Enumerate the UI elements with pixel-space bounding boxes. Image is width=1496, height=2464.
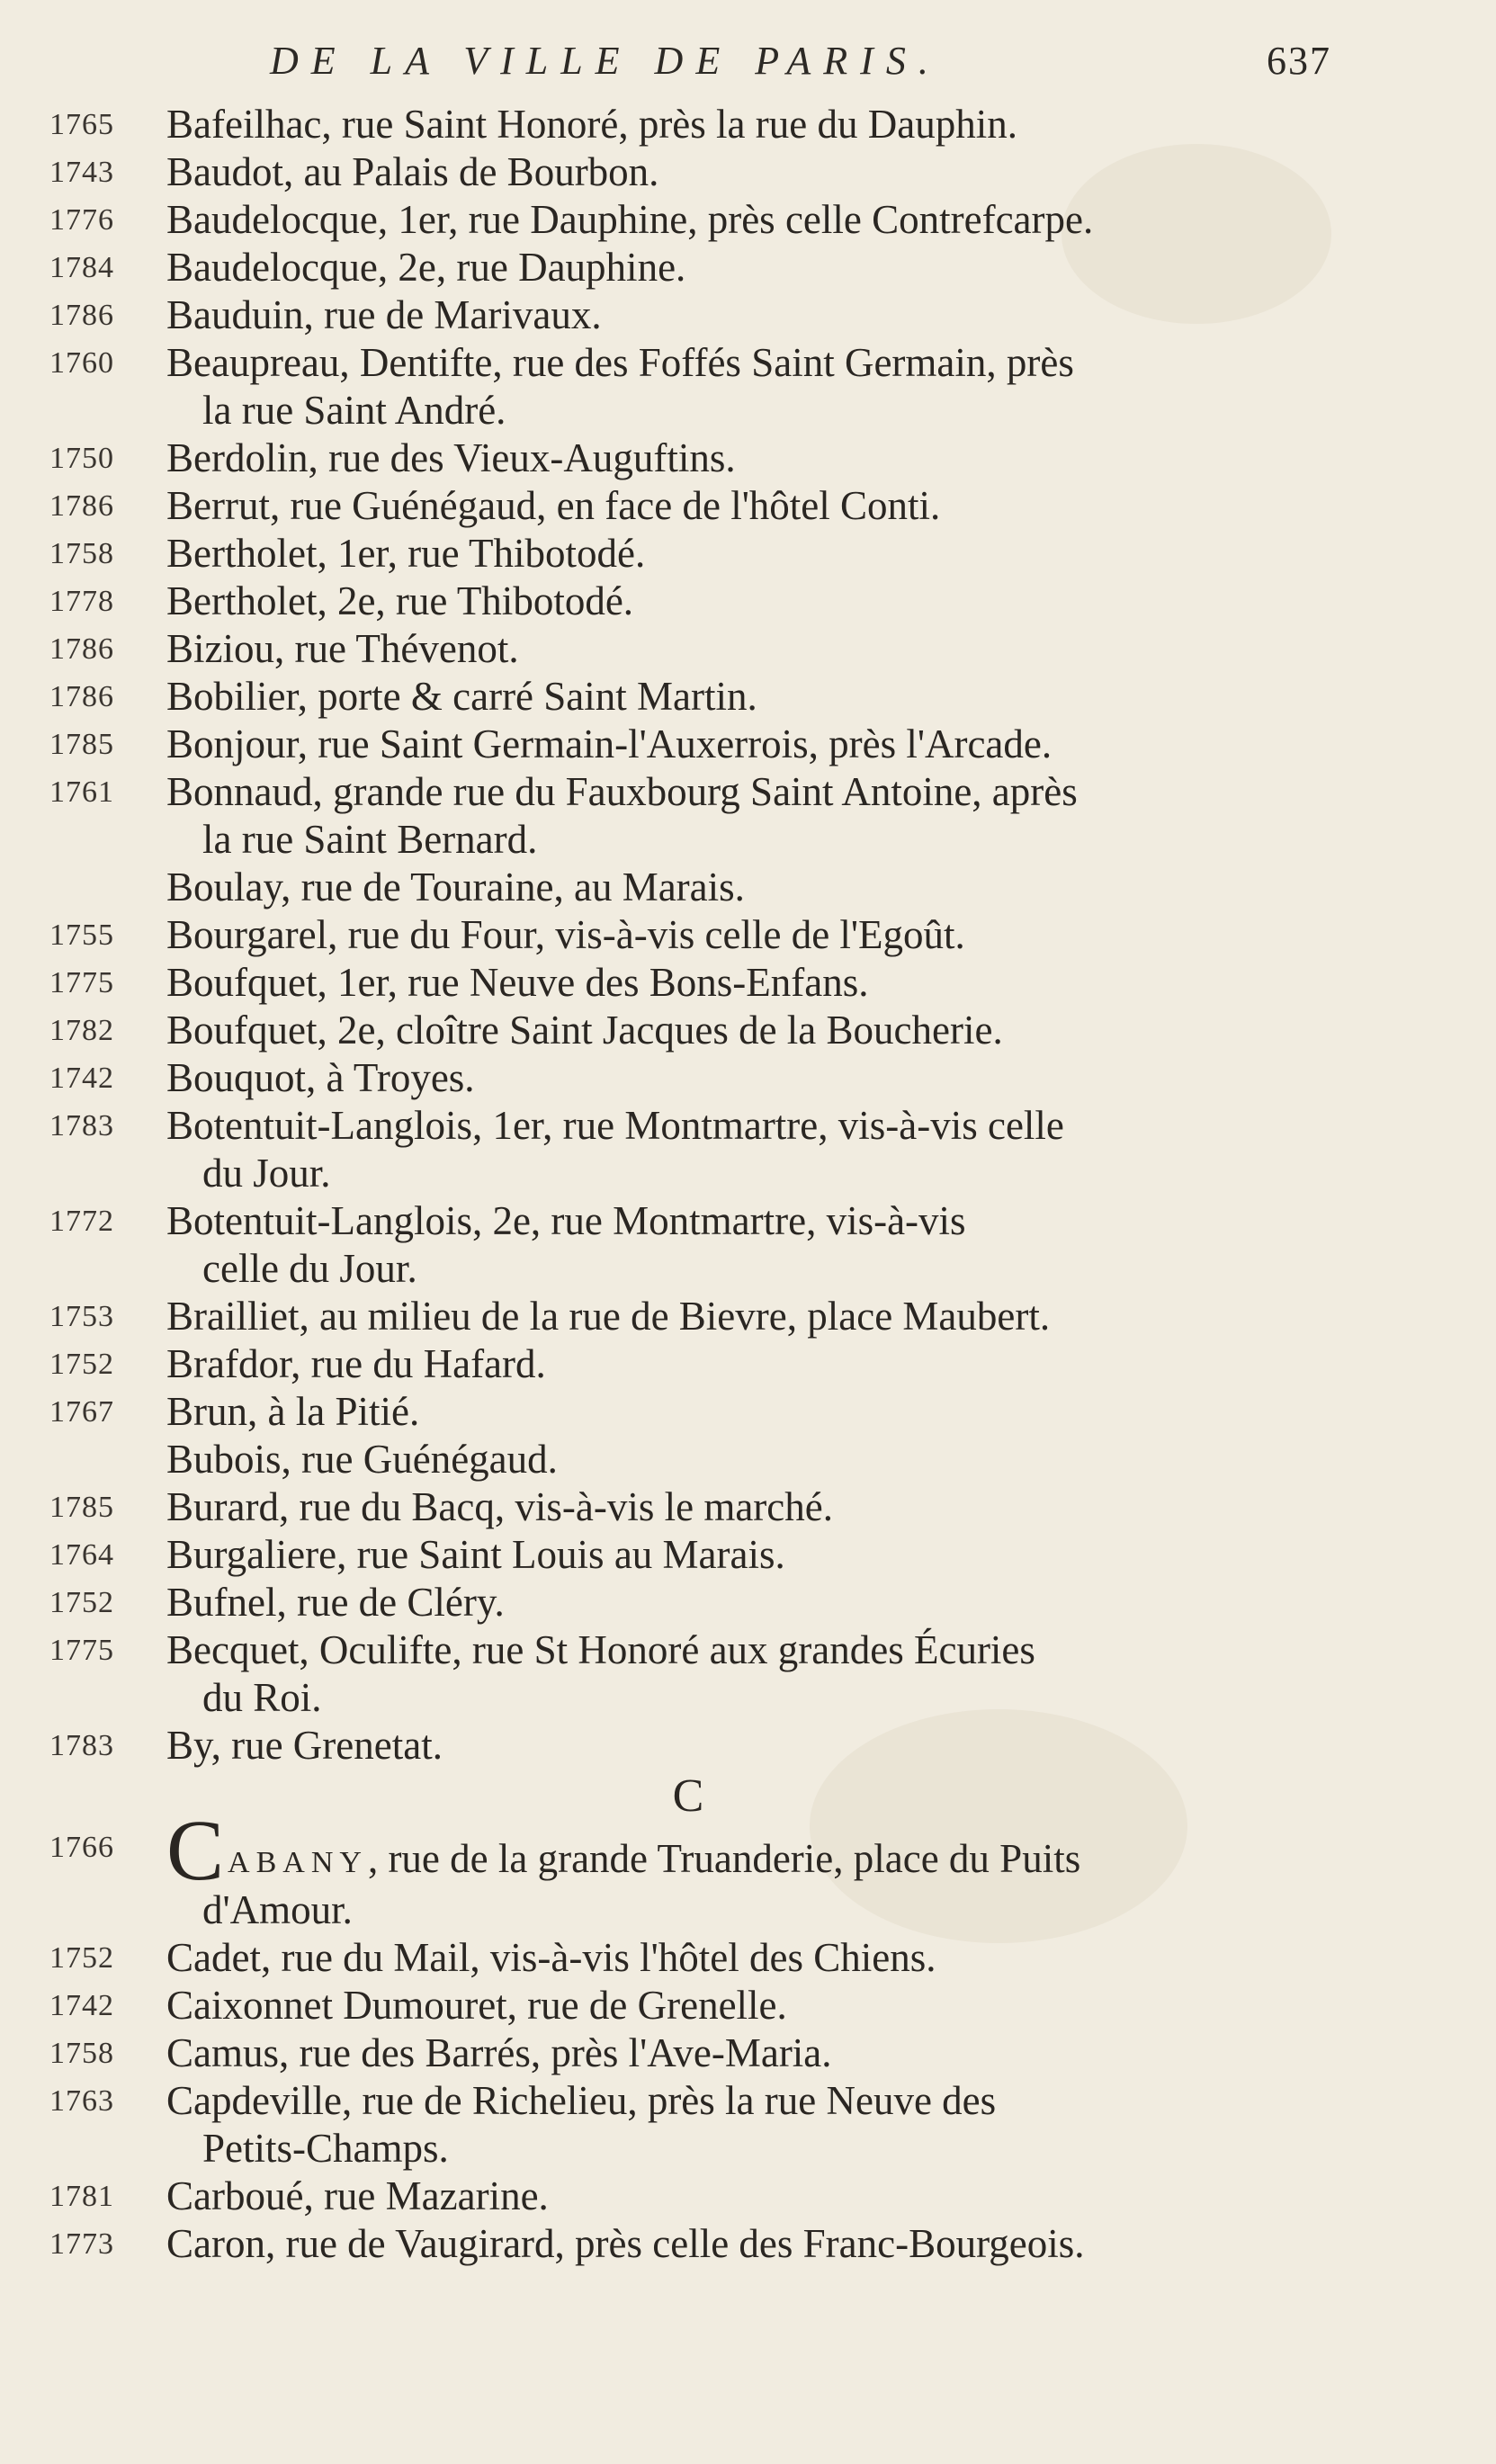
- entry-text: Burard, rue du Bacq, vis-à-vis le marché.: [166, 1484, 833, 1529]
- drop-capital: C: [166, 1802, 225, 1898]
- directory-entry: [49, 768, 1327, 864]
- directory-entry: [49, 1483, 1327, 1531]
- entry-year: 1743: [49, 156, 114, 189]
- entry-text: Boulay, rue de Touraine, au Marais.: [166, 865, 745, 909]
- directory-entry: [49, 1579, 1327, 1626]
- entry-year: 1775: [49, 1634, 114, 1667]
- entry-name-smallcaps: ABANY: [228, 1846, 368, 1879]
- directory-entry: [49, 1293, 1327, 1340]
- entry-year: 1750: [49, 442, 114, 475]
- directory-entry: [49, 2173, 1327, 2220]
- entry-text: Baudelocque, 1er, rue Dauphine, près celle Contrefcarpe.: [166, 197, 1094, 242]
- entry-year: 1776: [49, 203, 114, 237]
- entry-year: 1772: [49, 1205, 114, 1238]
- directory-entry: [49, 1007, 1327, 1054]
- entry-text: Botentuit-Langlois, 1er, rue Montmartre, vis-à-vis celle: [166, 1103, 1064, 1148]
- directory-entry: [49, 1626, 1327, 1722]
- entry-text: Caron, rue de Vaugirard, près celle des Franc-Bourgeois.: [166, 2221, 1085, 2266]
- entry-text: Bufnel, rue de Cléry.: [166, 1580, 505, 1625]
- entry-text: Brun, à la Pitié.: [166, 1389, 420, 1434]
- entry-text: Berrut, rue Guénégaud, en face de l'hôtel Conti.: [166, 483, 941, 528]
- directory-entry: [49, 1531, 1327, 1579]
- directory-entry: [49, 1054, 1327, 1102]
- entry-year: 1786: [49, 299, 114, 332]
- directory-entry: [49, 435, 1327, 482]
- entry-text: Beaupreau, Dentifte, rue des Foffés Saint Germain, près: [166, 340, 1074, 385]
- entry-text: Carboué, rue Mazarine.: [166, 2173, 549, 2218]
- entry-text: Brafdor, rue du Hafard.: [166, 1341, 546, 1386]
- directory-entry: [49, 291, 1327, 339]
- running-header: [270, 38, 1331, 101]
- entry-text: By, rue Grenetat.: [166, 1723, 443, 1768]
- entry-year: 1775: [49, 966, 114, 999]
- entry-year: 1786: [49, 680, 114, 713]
- entry-continuation: la rue Saint André.: [202, 388, 506, 433]
- entry-year: 1785: [49, 1491, 114, 1524]
- directory-list: [49, 101, 1327, 2268]
- directory-entry: [49, 959, 1327, 1007]
- entry-year: 1760: [49, 346, 114, 380]
- entry-continuation: Petits-Champs.: [202, 2126, 449, 2171]
- directory-entry: [49, 1436, 1327, 1483]
- entry-text: Bobilier, porte & carré Saint Martin.: [166, 674, 757, 719]
- entry-year: 1785: [49, 728, 114, 761]
- entry-year: 1773: [49, 2227, 114, 2261]
- directory-entry: [49, 625, 1327, 673]
- entry-year: 1742: [49, 1989, 114, 2022]
- entry-text: Bonnaud, grande rue du Fauxbourg Saint Antoine, après: [166, 769, 1078, 814]
- entry-text: Cadet, rue du Mail, vis-à-vis l'hôtel des Chiens.: [166, 1935, 936, 1980]
- entry-continuation: d'Amour.: [202, 1887, 353, 1932]
- entry-text: Baudelocque, 2e, rue Dauphine.: [166, 245, 686, 290]
- entry-text: Baudot, au Palais de Bourbon.: [166, 149, 659, 194]
- entry-address: , rue de la grande Truanderie, place du Puits: [367, 1836, 1081, 1881]
- directory-entry: [49, 1340, 1327, 1388]
- directory-entry: [49, 101, 1327, 148]
- entry-year: 1766: [49, 1831, 114, 1864]
- directory-entry: [49, 578, 1327, 625]
- directory-entry: [49, 244, 1327, 291]
- entry-year: 1752: [49, 1348, 114, 1381]
- entry-text: Bonjour, rue Saint Germain-l'Auxerrois, près l'Arcade.: [166, 721, 1053, 766]
- entry-text: Camus, rue des Barrés, près l'Ave-Maria.: [166, 2030, 832, 2075]
- directory-entry: [49, 1802, 1327, 1934]
- entry-year: 1758: [49, 2037, 114, 2070]
- directory-entry: [49, 911, 1327, 959]
- entry-text: Bouquot, à Troyes.: [166, 1055, 475, 1100]
- running-title: DE LA VILLE DE PARIS.: [270, 39, 941, 83]
- entry-text: Bauduin, rue de Marivaux.: [166, 292, 602, 337]
- entry-text: Burgaliere, rue Saint Louis au Marais.: [166, 1532, 785, 1577]
- entry-continuation: du Jour.: [202, 1151, 331, 1196]
- entry-year: 1742: [49, 1062, 114, 1095]
- entry-text: Bourgarel, rue du Four, vis-à-vis celle de l'Egoût.: [166, 912, 965, 957]
- entry-continuation: la rue Saint Bernard.: [202, 817, 538, 862]
- entry-text: Botentuit-Langlois, 2e, rue Montmartre, vis-à-vis: [166, 1198, 966, 1243]
- entry-year: 1782: [49, 1014, 114, 1047]
- directory-entry: [49, 482, 1327, 530]
- directory-entry: [49, 864, 1327, 911]
- entry-text: [166, 1802, 1327, 1898]
- directory-entry: [49, 721, 1327, 768]
- entry-year: 1752: [49, 1586, 114, 1619]
- directory-entry: [49, 1722, 1327, 1770]
- entry-year: 1767: [49, 1395, 114, 1429]
- entry-text: Bafeilhac, rue Saint Honoré, près la rue du Dauphin.: [166, 102, 1017, 147]
- entry-continuation: celle du Jour.: [202, 1246, 417, 1291]
- entry-text: Brailliet, au milieu de la rue de Bievre, place Maubert.: [166, 1294, 1051, 1339]
- entry-year: 1786: [49, 632, 114, 666]
- directory-entry: [49, 2077, 1327, 2173]
- entry-text: Boufquet, 1er, rue Neuve des Bons-Enfans.: [166, 960, 869, 1005]
- directory-entry: [49, 2220, 1327, 2268]
- entry-text: Boufquet, 2e, cloître Saint Jacques de la Boucherie.: [166, 1008, 1003, 1053]
- entry-year: 1784: [49, 251, 114, 284]
- entry-text: Caixonnet Dumouret, rue de Grenelle.: [166, 1983, 787, 2028]
- entry-text: Bertholet, 1er, rue Thibotodé.: [166, 531, 646, 576]
- entry-text: Becquet, Oculifte, rue St Honoré aux grandes Écuries: [166, 1627, 1035, 1672]
- directory-entry: [49, 1982, 1327, 2029]
- directory-entry: [49, 673, 1327, 721]
- directory-entry: [49, 2029, 1327, 2077]
- entry-year: 1783: [49, 1109, 114, 1142]
- entry-year: 1786: [49, 489, 114, 523]
- section-letter: C: [672, 1770, 704, 1822]
- entry-year: 1752: [49, 1941, 114, 1975]
- directory-entry: [49, 1102, 1327, 1197]
- entry-continuation: du Roi.: [202, 1675, 322, 1720]
- directory-entry: [49, 148, 1327, 196]
- directory-entry: [49, 530, 1327, 578]
- entry-text: Berdolin, rue des Vieux-Auguftins.: [166, 435, 736, 480]
- entry-text: Bertholet, 2e, rue Thibotodé.: [166, 578, 634, 623]
- entry-year: 1778: [49, 585, 114, 618]
- entry-year: 1758: [49, 537, 114, 570]
- entry-year: 1755: [49, 918, 114, 952]
- entry-year: 1783: [49, 1729, 114, 1762]
- directory-entry: [49, 1934, 1327, 1982]
- entry-text: Bubois, rue Guénégaud.: [166, 1437, 558, 1482]
- entry-year: 1781: [49, 2180, 114, 2213]
- directory-entry: [49, 339, 1327, 435]
- entry-text: Biziou, rue Thévenot.: [166, 626, 519, 671]
- directory-entry: [49, 196, 1327, 244]
- directory-entry: [49, 1197, 1327, 1293]
- page-number: 637: [1267, 39, 1331, 83]
- entry-year: 1765: [49, 108, 114, 141]
- entry-year: 1761: [49, 775, 114, 809]
- entry-text: Capdeville, rue de Richelieu, près la rue Neuve des: [166, 2078, 997, 2123]
- entry-year: 1763: [49, 2084, 114, 2118]
- entry-year: 1753: [49, 1300, 114, 1333]
- entry-year: 1764: [49, 1538, 114, 1572]
- directory-entry: [49, 1388, 1327, 1436]
